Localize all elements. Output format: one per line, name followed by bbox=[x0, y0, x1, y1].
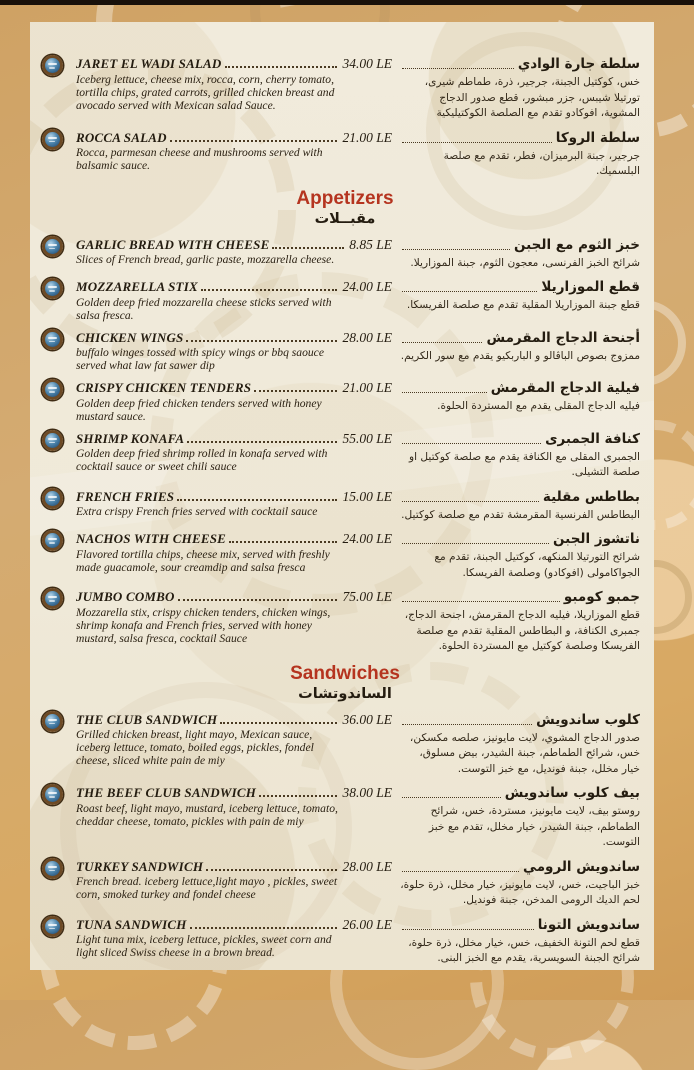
section-title-en: Sandwiches bbox=[290, 662, 400, 684]
dotted-leader bbox=[206, 869, 337, 871]
restaurant-medallion-icon bbox=[42, 488, 63, 509]
restaurant-medallion-icon bbox=[42, 430, 63, 451]
item-name-en: ROCCA SALAD bbox=[76, 129, 167, 145]
dotted-leader bbox=[402, 68, 514, 69]
restaurant-medallion-icon bbox=[42, 55, 63, 76]
menu-item-jumbo-combo bbox=[42, 589, 648, 655]
item-price: 36.00 LE bbox=[342, 711, 392, 727]
item-name-en: CHICKEN WINGS bbox=[76, 329, 184, 345]
item-description-ar: شرائح الخبز الفرنسى، معجون الثوم، جبنة الموزاريلا. bbox=[410, 256, 640, 269]
item-name-ar: خبز الثوم مع الجبن bbox=[514, 236, 640, 253]
item-description-ar: صدور الدجاج المشوي، لايت مايونيز، صلصه مكسكن، خس، شرائح الطماطم، جبنة الشيدر، بيض مسلوق، خيار مخلل، جبنة فونديل، مع خبز التوست. bbox=[409, 731, 640, 775]
item-description-ar: قطع جبنة الموزاريلا المقلية تقدم مع صلصة الفريسكا. bbox=[406, 299, 640, 311]
restaurant-medallion-icon bbox=[42, 236, 63, 257]
item-name-en: JUMBO COMBO bbox=[76, 589, 175, 604]
item-description-ar: الجمبرى المقلى مع الكنافة يقدم مع صلصة كوكتيل او صلصة التشيلى. bbox=[408, 450, 640, 478]
dotted-leader bbox=[402, 392, 487, 393]
dotted-leader bbox=[187, 441, 337, 443]
item-name-ar: بيف كلوب ساندويش bbox=[504, 785, 640, 801]
dotted-leader bbox=[177, 499, 337, 501]
restaurant-medallion-icon bbox=[42, 129, 63, 150]
restaurant-medallion-icon bbox=[42, 858, 63, 879]
restaurant-medallion-icon bbox=[42, 711, 63, 732]
dotted-leader bbox=[254, 390, 337, 392]
menu-item-jaret-el-wadi-salad bbox=[42, 56, 648, 122]
dotted-leader bbox=[190, 927, 338, 929]
item-name-en: GARLIC BREAD WITH CHEESE bbox=[76, 236, 270, 252]
dotted-leader bbox=[178, 599, 338, 601]
section-header-appetizers bbox=[42, 188, 648, 229]
dotted-leader bbox=[402, 249, 510, 250]
item-description-ar: جرجير، جبنة البرميزان، فطر، تقدم مع صلصة البلسميك. bbox=[443, 149, 640, 177]
item-name-en: THE CLUB SANDWICH bbox=[76, 711, 218, 727]
menu-item-beef-club-sandwich bbox=[42, 785, 648, 851]
item-description-en: Mozzarella stix, crispy chicken tenders, chicken wings, shrimp konafa and French fries, served with honey mustard, salsa fresca, cocktail Sauce bbox=[76, 605, 331, 645]
item-description-en: Slices of French bread, garlic paste, mozzarella cheese. bbox=[76, 253, 335, 266]
dotted-leader bbox=[170, 140, 338, 142]
item-price: 26.00 LE bbox=[342, 916, 392, 932]
menu-item-crispy-chicken-tenders bbox=[42, 380, 648, 423]
menu-item-turkey-sandwich bbox=[42, 859, 648, 909]
item-description-ar: خبز الباجيت، خس، لايت مايونيز، خيار مخلل، ذرة حلوة، لحم الديك الرومى المدخن، جبنة فونديل. bbox=[400, 878, 640, 906]
section-title-ar: مقبــلات bbox=[314, 210, 376, 227]
section-header-sandwiches bbox=[42, 663, 648, 704]
restaurant-medallion-icon bbox=[42, 916, 63, 937]
dotted-leader bbox=[402, 291, 537, 292]
item-description-en: Golden deep fried mozzarella cheese sticks served with salsa fresca. bbox=[76, 295, 332, 322]
dotted-leader bbox=[225, 66, 338, 68]
menu-item-french-fries bbox=[42, 489, 648, 524]
restaurant-medallion-icon bbox=[42, 278, 63, 299]
item-description-ar: خس، كوكتيل الجبنة، جرجير، ذرة، طماطم شيرى، تورتيلا شيبس، جزر مبشور، قطع صدور الدجاج المشوية، افوكادو تقدم مع الصلصة الكوكتيليكية bbox=[424, 76, 640, 119]
item-price: 21.00 LE bbox=[342, 380, 392, 395]
item-name-ar: ساندويش التونا bbox=[537, 916, 640, 933]
item-price: 15.00 LE bbox=[342, 488, 392, 504]
item-name-ar: فيلية الدجاج المقرمش bbox=[490, 380, 640, 396]
item-description-en: buffalo winges tossed with spicy wings or bbq saouce served what law fat sawer dip bbox=[76, 346, 324, 372]
item-name-ar: كنافة الجمبرى bbox=[545, 430, 640, 447]
dotted-leader bbox=[259, 795, 337, 797]
item-price: 75.00 LE bbox=[342, 589, 392, 604]
restaurant-medallion-icon bbox=[42, 530, 63, 551]
dotted-leader bbox=[402, 929, 534, 930]
item-name-ar: جمبو كومبو bbox=[563, 589, 640, 605]
item-price: 21.00 LE bbox=[342, 129, 392, 145]
item-description-ar: روستو بيف، لايت مايونيز، مستردة، خس، شرائح الطماطم، جبنة الشيدر، خيار مخلل، تقدم مع خبز التوست. bbox=[428, 805, 640, 848]
dotted-leader bbox=[402, 501, 539, 502]
menu-page bbox=[30, 22, 654, 970]
menu-item-club-sandwich bbox=[42, 712, 648, 778]
dotted-leader bbox=[229, 541, 337, 543]
menu-item-nachos-with-cheese bbox=[42, 531, 648, 581]
dotted-leader bbox=[220, 722, 337, 724]
item-description-en: Light tuna mix, iceberg lettuce, pickles, sweet corn and light sliced Swiss cheese in a brown bread. bbox=[76, 933, 332, 959]
item-price: 28.00 LE bbox=[342, 858, 392, 874]
dotted-leader bbox=[402, 342, 482, 343]
item-name-en: FRENCH FRIES bbox=[76, 488, 175, 504]
item-name-ar: كلوب ساندويش bbox=[536, 711, 640, 728]
photo-edge-strip bbox=[0, 0, 694, 5]
menu-item-chicken-wings bbox=[42, 330, 648, 373]
item-price: 34.00 LE bbox=[342, 56, 392, 71]
dotted-leader bbox=[186, 340, 337, 342]
item-name-ar: قطع الموزاريلا bbox=[541, 279, 640, 295]
item-description-ar: شرائح التورتيلا المنكهه، كوكتيل الجبنة، تقدم مع الجواكامولى (افوكادو) وصلصة الفريسكا. bbox=[434, 551, 640, 579]
item-price: 38.00 LE bbox=[342, 785, 392, 800]
section-title-en: Appetizers bbox=[296, 187, 394, 209]
item-price: 8.85 LE bbox=[349, 236, 392, 252]
item-name-ar: سلطة الروكا bbox=[555, 129, 640, 146]
item-price: 55.00 LE bbox=[342, 430, 392, 446]
dotted-leader bbox=[402, 443, 541, 444]
item-description-en: Golden deep fried chicken tenders served with honey mustard sauce. bbox=[76, 396, 322, 423]
dotted-leader bbox=[402, 543, 549, 544]
item-price: 24.00 LE bbox=[342, 279, 392, 294]
item-name-en: SHRIMP KONAFA bbox=[76, 430, 185, 446]
restaurant-medallion-icon bbox=[42, 588, 63, 609]
item-description-en: Golden deep fried shrimp rolled in konafa served with cocktail sauce or sweet chili sauce bbox=[76, 447, 328, 473]
item-description-en: French bread. iceberg lettuce,light mayo , pickles, sweet corn, smoked turkey and fondel cheese bbox=[76, 875, 338, 901]
restaurant-medallion-icon bbox=[42, 784, 63, 805]
item-description-en: Extra crispy French fries served with cocktail sauce bbox=[76, 505, 318, 518]
item-name-en: TURKEY SANDWICH bbox=[76, 858, 204, 874]
item-name-en: NACHOS WITH CHEESE bbox=[76, 531, 227, 546]
item-description-en: Flavored tortilla chips, cheese mix, served with freshly made guacamole, sour creamdip and salsa fresca bbox=[76, 547, 330, 574]
item-name-ar: أجنحة الدجاج المقرمش bbox=[486, 329, 640, 346]
item-description-ar: قطع لحم التونة الخفيف، خس، خيار مخلل، ذرة حلوة، شرائح الجبنة السويسرية، يقدم مع الخبز البنى. bbox=[408, 936, 640, 964]
dotted-leader bbox=[402, 601, 560, 602]
dotted-leader bbox=[402, 142, 552, 143]
menu-item-tuna-sandwich bbox=[42, 917, 648, 967]
item-name-en: TUNA SANDWICH bbox=[76, 916, 187, 932]
menu-item-mozzarella-stix bbox=[42, 279, 648, 322]
item-description-ar: ممزوج بصوص الباڤالو و الباربكيو يقدم مع سور الكريم. bbox=[400, 349, 640, 362]
menu-item-garlic-bread bbox=[42, 237, 648, 272]
item-name-ar: سلطة جارة الوادي bbox=[517, 56, 640, 72]
dotted-leader bbox=[201, 289, 338, 291]
item-name-en: MOZZARELLA STIX bbox=[76, 279, 198, 294]
item-price: 24.00 LE bbox=[342, 531, 392, 546]
menu-item-rocca-salad bbox=[42, 130, 648, 180]
item-description-ar: البطاطس الفرنسية المقرمشة تقدم مع صلصة كوكتيل. bbox=[401, 508, 640, 521]
menu-item-shrimp-konafa bbox=[42, 431, 648, 481]
dotted-leader bbox=[402, 724, 532, 725]
restaurant-medallion-icon bbox=[42, 379, 63, 400]
item-name-en: CRISPY CHICKEN TENDERS bbox=[76, 380, 252, 395]
item-name-en: THE BEEF CLUB SANDWICH bbox=[76, 785, 257, 800]
item-name-ar: بطاطس مقلية bbox=[542, 488, 640, 505]
item-description-en: Grilled chicken breast, light mayo, Mexican sauce, iceberg lettuce, tomato, boiled eggs, pickles, fondel cheese, sliced white pain de miy bbox=[76, 728, 314, 767]
item-name-en: JARET EL WADI SALAD bbox=[76, 56, 222, 71]
item-description-ar: فيليه الدجاج المقلى يقدم مع المستردة الحلوة. bbox=[437, 400, 640, 412]
item-description-en: Rocca, parmesan cheese and mushrooms served with balsamic sauce. bbox=[76, 146, 323, 172]
item-description-en: Iceberg lettuce, cheese mix, rocca, corn, cherry tomato, tortilla chips, grated carrots, grilled chicken breast and avocado served with Mexican salad Sauce. bbox=[76, 72, 335, 112]
item-name-ar: ناتشوز الجبن bbox=[553, 531, 640, 547]
item-description-ar: قطع الموزاريلا، فيليه الدجاج المقرمش، اجنحة الدجاج، جمبرى الكنافة، و البطاطس المقلية تقدم مع صلصة الفريسكا وصلصة كوكتيل مع المستردة الحلوة. bbox=[404, 609, 640, 652]
section-title-ar: الساندوتشات bbox=[298, 685, 392, 702]
item-description-en: Roast beef, light mayo, mustard, iceberg lettuce, tomato, cheddar cheese, tomato, pickles with pain de miy bbox=[76, 801, 338, 828]
item-price: 28.00 LE bbox=[342, 329, 392, 345]
item-name-ar: ساندويش الرومي bbox=[523, 858, 640, 875]
dotted-leader bbox=[402, 797, 501, 798]
dotted-leader bbox=[272, 247, 344, 249]
dotted-leader bbox=[402, 871, 519, 872]
restaurant-medallion-icon bbox=[42, 329, 63, 350]
